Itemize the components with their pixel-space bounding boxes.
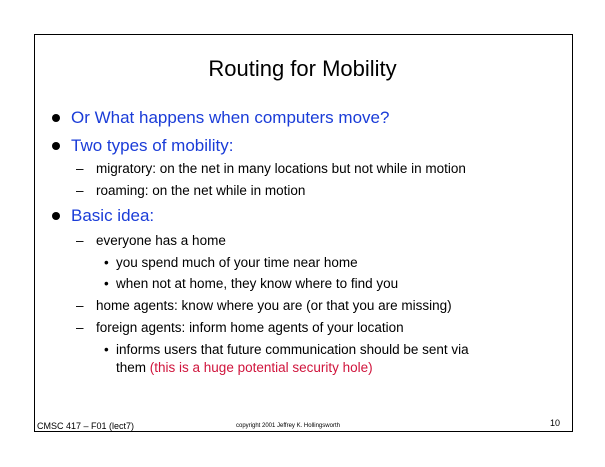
bullet-dot-icon — [52, 142, 60, 150]
sub-sub-item-text: informs users that future communication should be sent via — [116, 342, 469, 357]
sub-sub-item-text: you spend much of your time near home — [116, 255, 358, 270]
dash-icon: – — [76, 161, 84, 176]
slide-title: Routing for Mobility — [208, 56, 397, 81]
sub-item — [76, 183, 305, 198]
dash-icon: – — [76, 320, 84, 335]
small-bullet-icon: • — [104, 255, 109, 270]
bullet-item — [52, 206, 154, 226]
sub-item-text: foreign agents: inform home agents of your location — [96, 320, 404, 335]
sub-item — [76, 298, 452, 313]
dash-icon: – — [76, 233, 84, 248]
sub-item-text: migratory: on the net in many locations but not while in motion — [96, 161, 466, 176]
sub-sub-item-text: them — [116, 360, 147, 375]
bullet-item — [52, 136, 234, 156]
sub-item — [76, 320, 404, 335]
sub-item-text: everyone has a home — [96, 233, 226, 248]
sub-sub-item — [104, 342, 469, 357]
dash-icon: – — [76, 183, 84, 198]
bullet-item — [52, 108, 389, 128]
sub-sub-item-continuation — [116, 360, 373, 375]
bullet-dot-icon — [52, 212, 60, 220]
sub-item-text: home agents: know where you are (or that you are missing) — [96, 298, 452, 313]
sub-item-text: roaming: on the net while in motion — [96, 183, 306, 198]
sub-sub-item — [104, 276, 398, 291]
dash-icon: – — [76, 298, 84, 313]
bullet-text: Or What happens when computers move? — [71, 108, 390, 127]
security-warning-text: (this is a huge potential security hole) — [149, 360, 373, 375]
footer-course: CMSC 417 – F01 (lect7) — [37, 421, 135, 431]
sub-item — [76, 161, 466, 176]
bullet-text: Two types of mobility: — [71, 136, 234, 155]
sub-sub-item-text: when not at home, they know where to find you — [116, 276, 399, 291]
bullet-dot-icon — [52, 114, 60, 122]
bullet-text: Basic idea: — [71, 206, 155, 225]
footer-copyright: copyright 2001 Jeffrey K. Hollingsworth — [236, 423, 340, 429]
sub-sub-item — [104, 255, 358, 270]
small-bullet-icon: • — [104, 276, 109, 291]
small-bullet-icon: • — [104, 342, 109, 357]
page-number: 10 — [550, 418, 561, 428]
sub-item — [76, 233, 226, 248]
